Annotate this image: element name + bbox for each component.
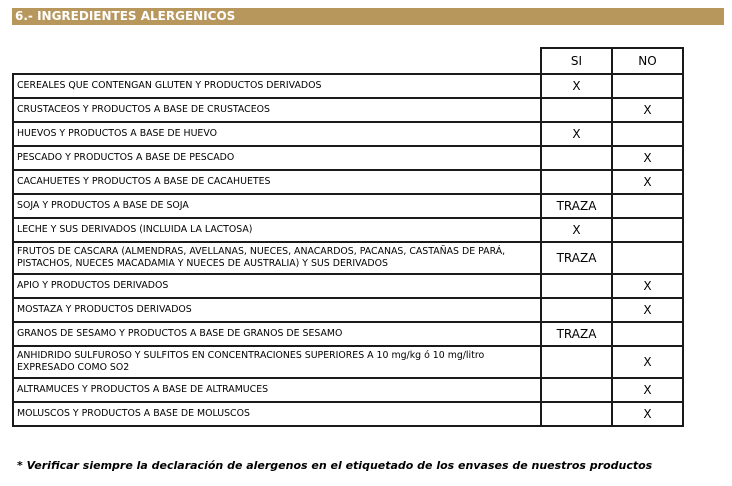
no-cell — [612, 218, 683, 242]
no-cell: X — [612, 170, 683, 194]
no-cell: X — [612, 146, 683, 170]
allergen-label: CEREALES QUE CONTENGAN GLUTEN Y PRODUCTOS DERIVADOS — [13, 74, 541, 98]
allergen-label: SOJA Y PRODUCTOS A BASE DE SOJA — [13, 194, 541, 218]
footnote: * Verificar siempre la declaración de alergenos en el etiquetado de los envases de nuestros productos — [17, 459, 653, 472]
no-cell: X — [612, 346, 683, 378]
header-si: SI — [541, 48, 612, 74]
table-row — [13, 146, 683, 170]
no-cell: X — [612, 378, 683, 402]
table-row — [13, 194, 683, 218]
allergen-label: LECHE Y SUS DERIVADOS (INCLUIDA LA LACTOSA) — [13, 218, 541, 242]
table-header-row — [13, 48, 683, 74]
si-cell — [541, 146, 612, 170]
no-cell — [612, 74, 683, 98]
table-row — [13, 402, 683, 426]
table-row — [13, 98, 683, 122]
si-cell — [541, 298, 612, 322]
table-row — [13, 218, 683, 242]
si-cell: TRAZA — [541, 194, 612, 218]
si-cell — [541, 274, 612, 298]
header-blank-cell — [13, 48, 541, 74]
allergen-label: HUEVOS Y PRODUCTOS A BASE DE HUEVO — [13, 122, 541, 146]
si-cell — [541, 346, 612, 378]
allergen-label: APIO Y PRODUCTOS DERIVADOS — [13, 274, 541, 298]
allergen-label: CACAHUETES Y PRODUCTOS A BASE DE CACAHUETES — [13, 170, 541, 194]
table-row — [13, 298, 683, 322]
no-cell — [612, 122, 683, 146]
si-cell: X — [541, 122, 612, 146]
table-row — [13, 274, 683, 298]
si-cell — [541, 378, 612, 402]
table-row — [13, 122, 683, 146]
allergen-label: FRUTOS DE CASCARA (ALMENDRAS, AVELLANAS, NUECES, ANACARDOS, PACANAS, CASTAÑAS DE PARÁ, PISTACHOS, NUECES MACADAMIA Y NUECES DE AUSTRALIA) Y SUS DERIVADOS — [13, 242, 541, 274]
si-cell — [541, 170, 612, 194]
si-cell — [541, 402, 612, 426]
si-cell — [541, 98, 612, 122]
header-no: NO — [612, 48, 683, 74]
table-row — [13, 74, 683, 98]
allergen-label: ALTRAMUCES Y PRODUCTOS A BASE DE ALTRAMUCES — [13, 378, 541, 402]
no-cell: X — [612, 274, 683, 298]
no-cell — [612, 322, 683, 346]
allergen-label: ANHIDRIDO SULFUROSO Y SULFITOS EN CONCENTRACIONES SUPERIORES A 10 mg/kg ó 10 mg/litro EXPRESADO COMO SO2 — [13, 346, 541, 378]
allergen-label: GRANOS DE SESAMO Y PRODUCTOS A BASE DE GRANOS DE SESAMO — [13, 322, 541, 346]
section-title: 6.- INGREDIENTES ALERGENICOS — [12, 8, 724, 25]
table-row — [13, 242, 683, 274]
table-row — [13, 322, 683, 346]
allergen-label: MOSTAZA Y PRODUCTOS DERIVADOS — [13, 298, 541, 322]
no-cell — [612, 194, 683, 218]
si-cell: X — [541, 218, 612, 242]
allergen-label: MOLUSCOS Y PRODUCTOS A BASE DE MOLUSCOS — [13, 402, 541, 426]
allergen-table — [12, 47, 684, 427]
table-row — [13, 170, 683, 194]
table-row — [13, 346, 683, 378]
no-cell: X — [612, 98, 683, 122]
no-cell: X — [612, 402, 683, 426]
allergen-label: CRUSTACEOS Y PRODUCTOS A BASE DE CRUSTACEOS — [13, 98, 541, 122]
si-cell: TRAZA — [541, 322, 612, 346]
si-cell: X — [541, 74, 612, 98]
table-row — [13, 378, 683, 402]
allergen-label: PESCADO Y PRODUCTOS A BASE DE PESCADO — [13, 146, 541, 170]
no-cell — [612, 242, 683, 274]
si-cell: TRAZA — [541, 242, 612, 274]
no-cell: X — [612, 298, 683, 322]
